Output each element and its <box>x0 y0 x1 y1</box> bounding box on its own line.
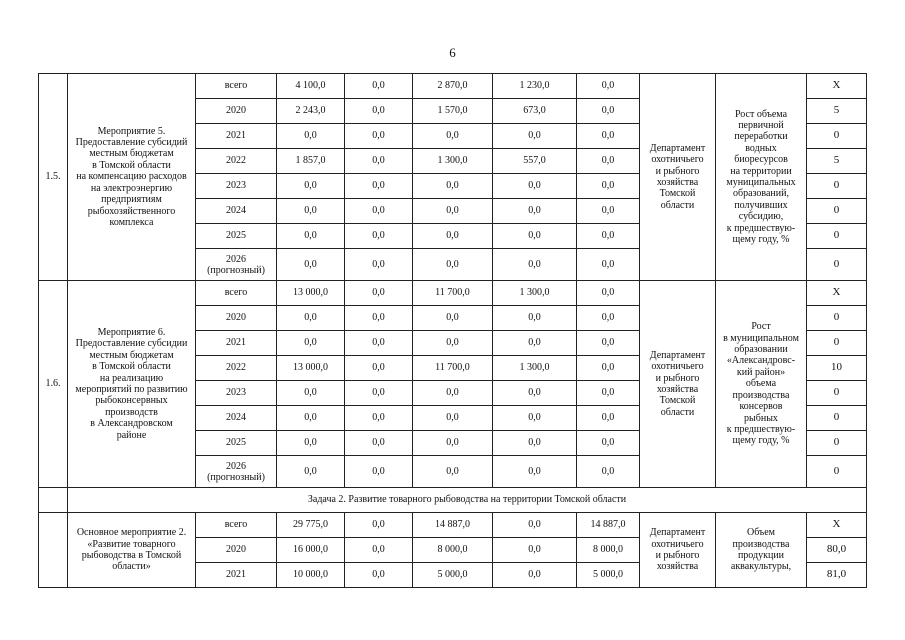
federal-cell: 0,0 <box>345 174 413 199</box>
municipal-cell: 0,0 <box>493 513 577 538</box>
total-cell: 13 000,0 <box>277 281 345 306</box>
other-cell: 0,0 <box>577 224 640 249</box>
indicator-value-cell: 0 <box>807 199 867 224</box>
indicator-cell: Объем производства продукции аквакультуры, <box>716 513 807 588</box>
indicator-value-cell: 0 <box>807 249 867 281</box>
indicator-value-cell: 0 <box>807 224 867 249</box>
federal-cell: 0,0 <box>345 538 413 563</box>
regional-cell: 0,0 <box>413 124 493 149</box>
regional-cell: 5 000,0 <box>413 563 493 588</box>
indicator-value-cell: 81,0 <box>807 563 867 588</box>
indicator-value-cell: X <box>807 74 867 99</box>
other-cell: 0,0 <box>577 199 640 224</box>
federal-cell: 0,0 <box>345 99 413 124</box>
total-cell: 0,0 <box>277 249 345 281</box>
indicator-value-cell: 10 <box>807 356 867 381</box>
total-cell: 0,0 <box>277 199 345 224</box>
total-cell: 0,0 <box>277 381 345 406</box>
indicator-value-cell: 80,0 <box>807 538 867 563</box>
table-row <box>39 74 867 99</box>
municipal-cell: 673,0 <box>493 99 577 124</box>
total-cell: 0,0 <box>277 124 345 149</box>
regional-cell: 0,0 <box>413 431 493 456</box>
total-cell: 4 100,0 <box>277 74 345 99</box>
indicator-value-cell: 0 <box>807 306 867 331</box>
municipal-cell: 0,0 <box>493 306 577 331</box>
federal-cell: 0,0 <box>345 331 413 356</box>
indicator-value-cell: 0 <box>807 406 867 431</box>
municipal-cell: 0,0 <box>493 456 577 488</box>
other-cell: 0,0 <box>577 74 640 99</box>
indicator-value-cell: X <box>807 281 867 306</box>
year-cell: 2021 <box>196 124 277 149</box>
year-cell: 2024 <box>196 406 277 431</box>
total-cell: 0,0 <box>277 431 345 456</box>
indicator-value-cell: 0 <box>807 331 867 356</box>
other-cell: 0,0 <box>577 431 640 456</box>
department-cell: Департамент охотничьего и рыбного хозяйства <box>640 513 716 588</box>
indicator-value-cell: 0 <box>807 174 867 199</box>
program-table <box>38 73 867 588</box>
regional-cell: 0,0 <box>413 456 493 488</box>
year-cell: всего <box>196 74 277 99</box>
regional-cell: 11 700,0 <box>413 356 493 381</box>
total-cell: 0,0 <box>277 224 345 249</box>
year-cell: 2022 <box>196 149 277 174</box>
year-cell: 2020 <box>196 99 277 124</box>
federal-cell: 0,0 <box>345 431 413 456</box>
municipal-cell: 0,0 <box>493 224 577 249</box>
other-cell: 0,0 <box>577 381 640 406</box>
total-cell: 0,0 <box>277 406 345 431</box>
regional-cell: 8 000,0 <box>413 538 493 563</box>
item-number: 1.6. <box>39 281 68 488</box>
total-cell: 16 000,0 <box>277 538 345 563</box>
total-cell: 13 000,0 <box>277 356 345 381</box>
total-cell: 1 857,0 <box>277 149 345 174</box>
total-cell: 0,0 <box>277 174 345 199</box>
other-cell: 0,0 <box>577 249 640 281</box>
municipal-cell: 557,0 <box>493 149 577 174</box>
federal-cell: 0,0 <box>345 456 413 488</box>
other-cell: 0,0 <box>577 306 640 331</box>
indicator-value-cell: 0 <box>807 456 867 488</box>
federal-cell: 0,0 <box>345 199 413 224</box>
regional-cell: 1 570,0 <box>413 99 493 124</box>
regional-cell: 0,0 <box>413 406 493 431</box>
federal-cell: 0,0 <box>345 356 413 381</box>
item-number: 1.5. <box>39 74 68 281</box>
page-number: 6 <box>449 45 456 60</box>
year-cell: 2026 (прогнозный) <box>196 456 277 488</box>
municipal-cell: 1 230,0 <box>493 74 577 99</box>
task-row <box>39 488 867 513</box>
regional-cell: 0,0 <box>413 381 493 406</box>
total-cell: 2 243,0 <box>277 99 345 124</box>
federal-cell: 0,0 <box>345 406 413 431</box>
indicator-value-cell: 0 <box>807 124 867 149</box>
item-description: Мероприятие 5. Предоставление субсидий местным бюджетам в Томской области на компенсацию расходов на электроэнергию предприятиям рыбохозяйственного комплекса <box>68 74 196 281</box>
item-description: Основное мероприятие 2. «Развитие товарного рыбоводства в Томской области» <box>68 513 196 588</box>
other-cell: 0,0 <box>577 356 640 381</box>
regional-cell: 11 700,0 <box>413 281 493 306</box>
year-cell: 2021 <box>196 331 277 356</box>
year-cell: 2022 <box>196 356 277 381</box>
year-cell: 2020 <box>196 306 277 331</box>
regional-cell: 14 887,0 <box>413 513 493 538</box>
year-cell: 2023 <box>196 174 277 199</box>
municipal-cell: 1 300,0 <box>493 281 577 306</box>
year-cell: 2026 (прогнозный) <box>196 249 277 281</box>
other-cell: 0,0 <box>577 281 640 306</box>
total-cell: 0,0 <box>277 306 345 331</box>
federal-cell: 0,0 <box>345 224 413 249</box>
year-cell: 2020 <box>196 538 277 563</box>
other-cell: 0,0 <box>577 406 640 431</box>
total-cell: 0,0 <box>277 331 345 356</box>
total-cell: 29 775,0 <box>277 513 345 538</box>
task-title: Задача 2. Развитие товарного рыбоводства на территории Томской области <box>68 488 867 513</box>
federal-cell: 0,0 <box>345 306 413 331</box>
federal-cell: 0,0 <box>345 149 413 174</box>
federal-cell: 0,0 <box>345 513 413 538</box>
year-cell: 2025 <box>196 224 277 249</box>
regional-cell: 2 870,0 <box>413 74 493 99</box>
indicator-value-cell: 5 <box>807 99 867 124</box>
other-cell: 0,0 <box>577 174 640 199</box>
other-cell: 0,0 <box>577 124 640 149</box>
year-cell: 2023 <box>196 381 277 406</box>
indicator-cell: Рост объема первичной переработки водных биоресурсов на территории муниципальных образований, получивших субсидию, к предшествую- щему году, % <box>716 74 807 281</box>
federal-cell: 0,0 <box>345 249 413 281</box>
indicator-value-cell: X <box>807 513 867 538</box>
regional-cell: 1 300,0 <box>413 149 493 174</box>
regional-cell: 0,0 <box>413 224 493 249</box>
item-number <box>39 513 68 588</box>
other-cell: 8 000,0 <box>577 538 640 563</box>
municipal-cell: 1 300,0 <box>493 356 577 381</box>
other-cell: 0,0 <box>577 99 640 124</box>
federal-cell: 0,0 <box>345 124 413 149</box>
federal-cell: 0,0 <box>345 74 413 99</box>
table-row <box>39 513 867 538</box>
other-cell: 14 887,0 <box>577 513 640 538</box>
municipal-cell: 0,0 <box>493 538 577 563</box>
federal-cell: 0,0 <box>345 381 413 406</box>
year-cell: 2024 <box>196 199 277 224</box>
table-row <box>39 281 867 306</box>
federal-cell: 0,0 <box>345 563 413 588</box>
municipal-cell: 0,0 <box>493 431 577 456</box>
total-cell: 0,0 <box>277 456 345 488</box>
other-cell: 0,0 <box>577 149 640 174</box>
item-description: Мероприятие 6. Предоставление субсидии местным бюджетам в Томской области на реализацию мероприятий по развитию рыбоконсервных производств в Александровском районе <box>68 281 196 488</box>
other-cell: 0,0 <box>577 331 640 356</box>
regional-cell: 0,0 <box>413 174 493 199</box>
other-cell: 0,0 <box>577 456 640 488</box>
department-cell: Департамент охотничьего и рыбного хозяйства Томской области <box>640 74 716 281</box>
indicator-value-cell: 0 <box>807 431 867 456</box>
municipal-cell: 0,0 <box>493 174 577 199</box>
task-number-cell <box>39 488 68 513</box>
regional-cell: 0,0 <box>413 199 493 224</box>
indicator-value-cell: 5 <box>807 149 867 174</box>
department-cell: Департамент охотничьего и рыбного хозяйства Томской области <box>640 281 716 488</box>
other-cell: 5 000,0 <box>577 563 640 588</box>
regional-cell: 0,0 <box>413 249 493 281</box>
indicator-cell: Рост в муниципальном образовании «Александровс- кий район» объема производства консервов рыбных к предшествую- щему году, % <box>716 281 807 488</box>
total-cell: 10 000,0 <box>277 563 345 588</box>
indicator-value-cell: 0 <box>807 381 867 406</box>
municipal-cell: 0,0 <box>493 249 577 281</box>
regional-cell: 0,0 <box>413 306 493 331</box>
municipal-cell: 0,0 <box>493 331 577 356</box>
municipal-cell: 0,0 <box>493 124 577 149</box>
year-cell: 2021 <box>196 563 277 588</box>
municipal-cell: 0,0 <box>493 199 577 224</box>
municipal-cell: 0,0 <box>493 381 577 406</box>
municipal-cell: 0,0 <box>493 406 577 431</box>
federal-cell: 0,0 <box>345 281 413 306</box>
regional-cell: 0,0 <box>413 331 493 356</box>
year-cell: всего <box>196 513 277 538</box>
year-cell: всего <box>196 281 277 306</box>
municipal-cell: 0,0 <box>493 563 577 588</box>
year-cell: 2025 <box>196 431 277 456</box>
